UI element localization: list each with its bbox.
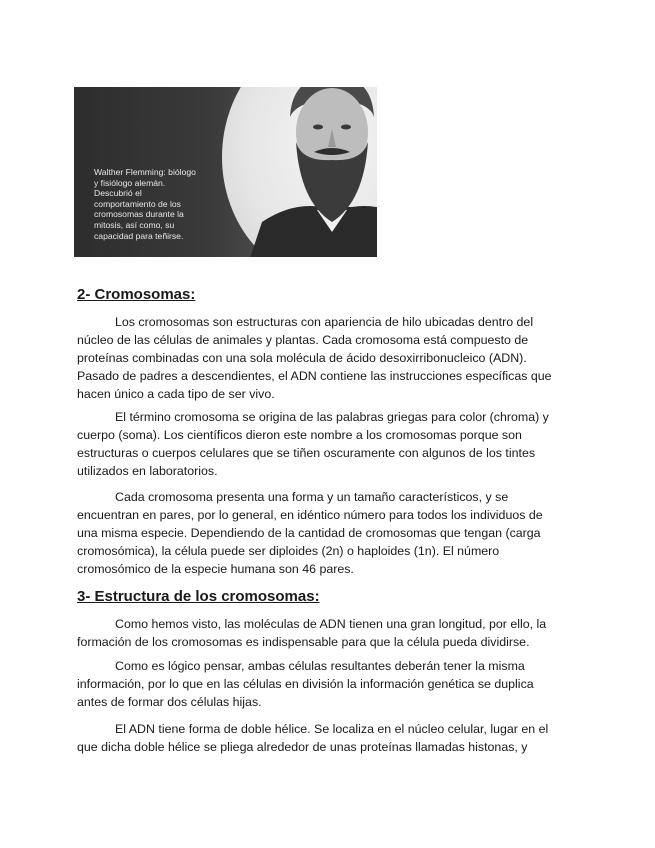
caption-line: mitosis, así como, su (94, 219, 175, 230)
text-line: Pasado de padres a descendientes, el ADN contiene las instrucciones específicas que (77, 369, 552, 383)
paragraph (77, 615, 577, 651)
text-line: formación de los cromosomas es indispensable para que la célula pueda dividirse. (77, 635, 530, 649)
text-line: El ADN tiene forma de doble hélice. Se localiza en el núcleo celular, lugar en el (115, 722, 549, 736)
text-line: una misma especie. Dependiendo de la cantidad de cromosomas que tengan (carga (77, 526, 541, 540)
text-line: hacen único a cada tipo de ser vivo. (77, 387, 275, 401)
caption-line: y fisiólogo alemán. (94, 177, 166, 188)
caption-line: Walther Flemming: biólogo (94, 167, 196, 177)
text-line: Como es lógico pensar, ambas células resultantes deberán tener la misma (115, 659, 525, 673)
paragraph (77, 408, 577, 480)
text-line: utilizados en laboratorios. (77, 464, 218, 478)
text-line: núcleo de las células de animales y plantas. Cada cromosoma está compuesto de (77, 333, 529, 347)
flemming-portrait-figure (74, 87, 377, 257)
text-line: Como hemos visto, las moléculas de ADN tienen una gran longitud, por ello, la (115, 617, 547, 631)
caption-line: Descubrió el (94, 188, 142, 199)
text-line: cromosómica), la célula puede ser diploides (2n) o haploides (1n). El número (77, 544, 500, 558)
text-line: que dicha doble hélice se pliega alrededor de unas proteínas llamadas histonas, y (77, 740, 528, 754)
caption-line: cromosomas durante la (94, 209, 184, 220)
text-line: antes de formar dos células hijas. (77, 695, 262, 709)
paragraph (77, 313, 577, 403)
caption-line: comportamiento de los (94, 198, 181, 209)
text-line: Cada cromosoma presenta una forma y un tamaño característicos, y se (115, 490, 509, 504)
text-line: encuentran en pares, por lo general, en idéntico número para todos los individuos de (77, 508, 543, 522)
section-heading-estructura: 3- Estructura de los cromosomas: (77, 588, 320, 605)
text-line: cuerpo (soma). Los científicos dieron este nombre a los cromosomas porque son (77, 428, 522, 442)
text-line: cromosómico de la especie humana son 46 pares. (77, 562, 354, 576)
figure-caption (94, 167, 219, 241)
text-line: proteínas combinadas con una sola molécula de ácido desoxirribonucleico (ADN). (77, 351, 527, 365)
portrait-photo (222, 87, 377, 257)
text-line: El término cromosoma se origina de las palabras griegas para color (chroma) y (115, 410, 549, 424)
paragraph (77, 657, 577, 711)
text-line: información, por lo que en las células en división la información genética se duplica (77, 677, 534, 691)
text-line: Los cromosomas son estructuras con apariencia de hilo ubicadas dentro del (115, 315, 534, 329)
text-line: estructuras o cuerpos celulares que se tiñen oscuramente con algunos de los tintes (77, 446, 536, 460)
paragraph (77, 488, 577, 578)
bearded-man-portrait-icon (222, 87, 377, 257)
caption-line: capacidad para teñirse. (94, 230, 184, 241)
section-heading-cromosomas: 2- Cromosomas: (77, 286, 196, 303)
paragraph (77, 720, 577, 756)
